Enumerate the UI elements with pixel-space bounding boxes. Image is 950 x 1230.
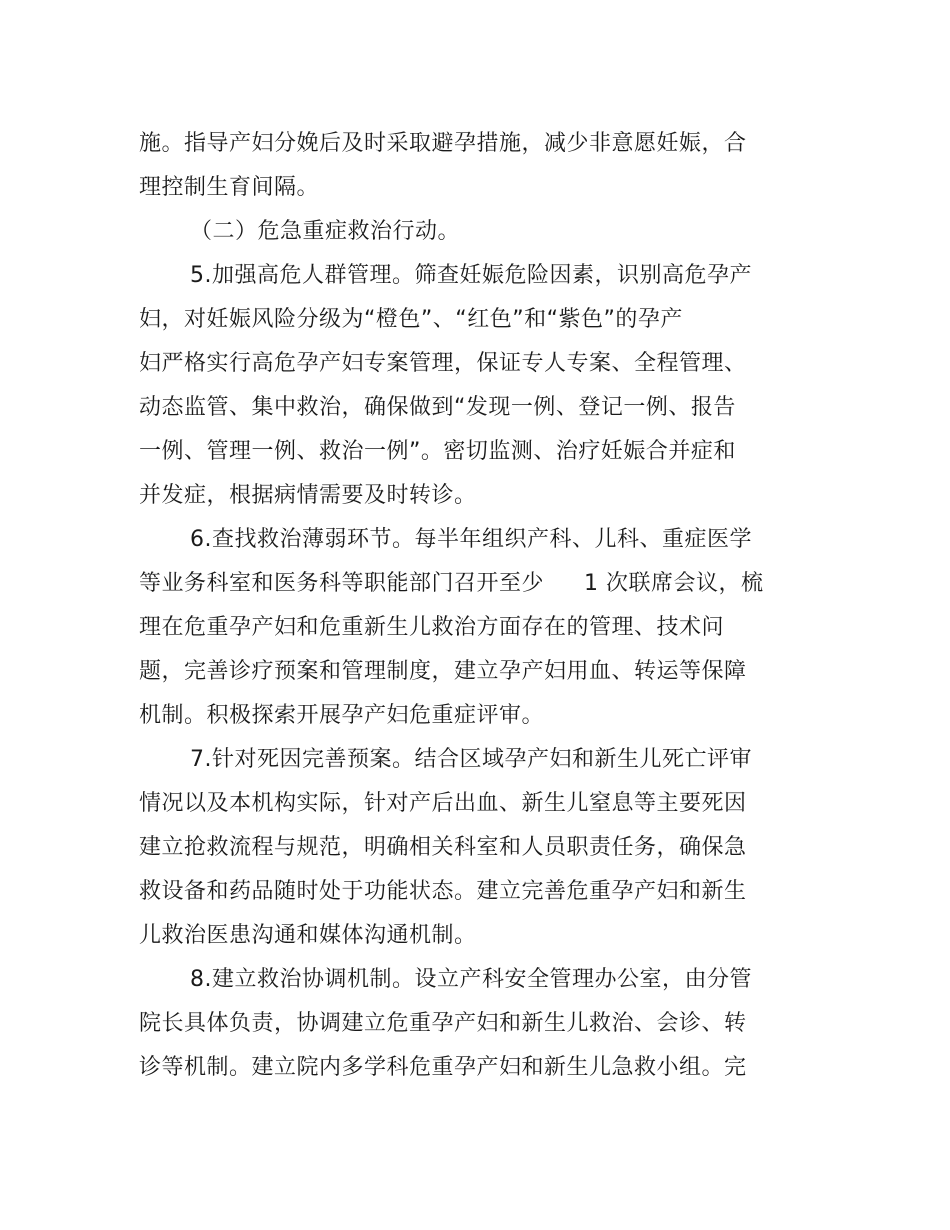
text-line: 理控制生育间隔。 <box>139 175 320 200</box>
text-line: 6.查找救治薄弱环节。每半年组织产科、儿科、重症医学 <box>190 527 752 552</box>
text-line: 妇，对妊娠风险分级为“橙色”、“红色”和“紫色”的孕产 <box>139 307 683 332</box>
text-line: 情况以及本机构实际，针对产后出血、新生儿窒息等主要死因 <box>139 791 747 816</box>
section-heading: （二）危急重症救治行动。 <box>190 219 461 244</box>
text-line: 机制。积极探索开展孕产妇危重症评审。 <box>139 703 545 728</box>
text-line: 8.建立救治协调机制。设立产科安全管理办公室，由分管 <box>190 967 752 992</box>
text-line: 理在危重孕产妇和危重新生儿救治方面存在的管理、技术问 <box>139 615 725 640</box>
text-line: 救设备和药品随时处于功能状态。建立完善危重孕产妇和新生 <box>139 879 747 904</box>
text-segment: 等业务科室和医务科等职能部门召开至少 <box>139 571 545 596</box>
text-line: 5.加强高危人群管理。筛查妊娠危险因素，识别高危孕产 <box>190 263 752 288</box>
text-line: 儿救治医患沟通和媒体沟通机制。 <box>139 923 477 948</box>
text-line: 建立抢救流程与规范，明确相关科室和人员职责任务，确保急 <box>139 835 747 860</box>
text-line: 妇严格实行高危孕产妇专案管理，保证专人专案、全程管理、 <box>139 351 747 376</box>
text-line: 7.针对死因完善预案。结合区域孕产妇和新生儿死亡评审 <box>190 747 752 772</box>
text-line: 并发症，根据病情需要及时转诊。 <box>139 483 477 508</box>
text-segment: 1 次联席会议，梳 <box>584 571 764 596</box>
text-line: 动态监管、集中救治，确保做到“发现一例、登记一例、报告 <box>139 395 736 420</box>
text-line: 诊等机制。建立院内多学科危重孕产妇和新生儿急救小组。完 <box>139 1055 747 1080</box>
text-line: 施。指导产妇分娩后及时采取避孕措施，减少非意愿妊娠，合 <box>139 131 747 156</box>
text-line <box>139 570 764 598</box>
text-line: 题，完善诊疗预案和管理制度，建立孕产妇用血、转运等保障 <box>139 659 747 684</box>
text-line: 院长具体负责，协调建立危重孕产妇和新生儿救治、会诊、转 <box>139 1011 747 1036</box>
text-line: 一例、管理一例、救治一例”。密切监测、治疗妊娠合并症和 <box>139 439 736 464</box>
